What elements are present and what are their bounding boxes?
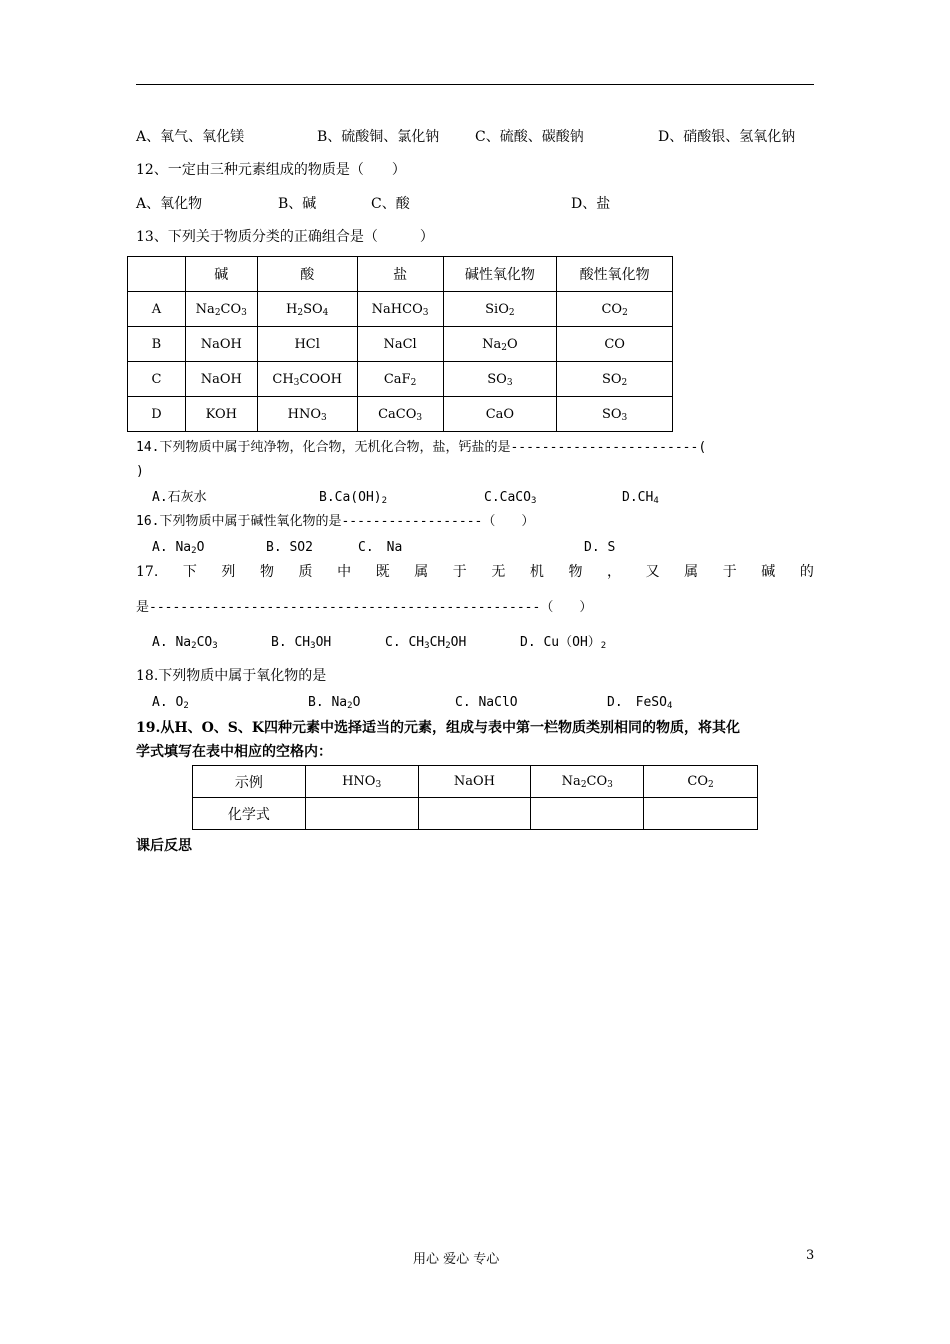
- row-label: C: [128, 362, 186, 397]
- table-row: [128, 362, 673, 397]
- stem-char: 质: [298, 564, 313, 580]
- q17-stem: [136, 562, 814, 582]
- stem-char: 17.: [136, 564, 159, 580]
- table-cell: $H_2SO_4$: [257, 292, 357, 327]
- q18-stem: 18.下列物质中属于氧化物的是: [136, 668, 327, 684]
- table-row: [128, 397, 673, 432]
- q12-option-a: A、氧化物: [136, 196, 203, 212]
- page-number: 3: [806, 1248, 815, 1263]
- reflection-heading: 课后反思: [136, 838, 192, 854]
- table-cell: NaOH: [418, 766, 531, 798]
- stem-char: 下: [182, 564, 197, 580]
- q14-stem-end: ): [136, 464, 144, 479]
- q14-option-b: $B.Ca(OH)_2$: [319, 490, 388, 506]
- q19-line2: 学式填写在表中相应的空格内：: [136, 744, 332, 760]
- table-cell: CaCO$_3$: [357, 397, 443, 432]
- q19-line1: 19.从H、O、S、K四种元素中选择适当的元素，组成与表中第一栏物质类别相同的物质，将其化: [136, 720, 741, 736]
- q11-option-a: A、氧气、氧化镁: [136, 129, 245, 145]
- q16-option-d: D. S: [584, 540, 616, 555]
- table-cell: CO: [557, 327, 673, 362]
- stem-char: 物: [259, 564, 274, 580]
- header-rule: [136, 84, 814, 85]
- row-label: D: [128, 397, 186, 432]
- q16-option-c: C. Na: [358, 540, 403, 555]
- table-cell: $HNO_3$: [257, 397, 357, 432]
- table-cell: $SO_3$: [443, 362, 557, 397]
- table-cell: NaHCO$_3$: [357, 292, 443, 327]
- table-cell: $Na_2CO_3$: [185, 292, 257, 327]
- answer-blank-cell[interactable]: [305, 798, 418, 830]
- table-cell: $CH_3COOH$: [257, 362, 357, 397]
- row-label: 示例: [193, 766, 306, 798]
- classification-table: [127, 256, 673, 432]
- table-header-cell: 碱: [185, 257, 257, 292]
- table-cell: CaO: [443, 397, 557, 432]
- q17-option-a: A. $Na_2CO_3$: [152, 635, 218, 651]
- q14-option-a: A.石灰水: [152, 490, 207, 505]
- q17-stem-end: 是--------------------------------------------------（ ）: [136, 600, 593, 615]
- stem-char: 列: [221, 564, 236, 580]
- table-cell: SiO$_2$: [443, 292, 557, 327]
- q17-option-c: C. $CH_3CH_2OH$: [385, 635, 467, 651]
- q12-option-d: D、盐: [571, 196, 611, 212]
- footer-text: 用心 爱心 专心: [413, 1252, 500, 1267]
- q17-option-d: D. $Cu(OH)_2$: [520, 635, 607, 651]
- q13-stem: 13、下列关于物质分类的正确组合是（ ）: [136, 229, 434, 245]
- stem-char: 无: [491, 564, 506, 580]
- table-header-cell: 酸: [257, 257, 357, 292]
- table-cell: NaOH: [185, 327, 257, 362]
- q16-stem: 16.下列物质中属于碱性氧化物的是------------------（ ）: [136, 514, 535, 529]
- table-row: [128, 327, 673, 362]
- q16-option-b: B. SO2: [266, 540, 313, 555]
- stem-char: 机: [529, 564, 544, 580]
- q14-option-c: C.CaCO$_3$: [484, 490, 537, 506]
- formula-row: [193, 798, 758, 830]
- table-header-cell: [128, 257, 186, 292]
- stem-char: 物: [568, 564, 583, 580]
- q18-option-d: D. FeSO$_4$: [607, 695, 673, 711]
- stem-char: 属: [684, 564, 699, 580]
- row-label: B: [128, 327, 186, 362]
- stem-char: 的: [799, 564, 814, 580]
- table-cell: NaOH: [185, 362, 257, 397]
- table-cell: $CO_2$: [557, 292, 673, 327]
- table-header-cell: 酸性氧化物: [557, 257, 673, 292]
- stem-char: ，: [607, 564, 622, 580]
- table-cell: $Na_2CO_3$: [531, 766, 644, 798]
- table-cell: $Na_2O$: [443, 327, 557, 362]
- row-label: 化学式: [193, 798, 306, 830]
- q18-option-b: B. $Na_2O$: [308, 695, 361, 711]
- table-cell: HCl: [257, 327, 357, 362]
- q16-option-a: A. $Na_2O$: [152, 540, 205, 556]
- table-cell: CaF$_2$: [357, 362, 443, 397]
- table-cell: KOH: [185, 397, 257, 432]
- stem-char: 碱: [761, 564, 776, 580]
- table-cell: $SO_2$: [557, 362, 673, 397]
- answer-blank-cell[interactable]: [418, 798, 531, 830]
- table-cell: $SO_3$: [557, 397, 673, 432]
- answer-blank-cell[interactable]: [531, 798, 644, 830]
- table-cell: NaCl: [357, 327, 443, 362]
- table-header-row: [128, 257, 673, 292]
- stem-char: 既: [375, 564, 390, 580]
- q18-option-a: A. $O_2$: [152, 695, 189, 711]
- stem-char: 又: [645, 564, 660, 580]
- table-row: [128, 292, 673, 327]
- q12-option-b: B、碱: [278, 196, 317, 212]
- answer-blank-cell[interactable]: [644, 798, 758, 830]
- row-label: A: [128, 292, 186, 327]
- stem-char: 于: [452, 564, 467, 580]
- q14-stem: 14.下列物质中属于纯净物，化合物，无机化合物，盐，钙盐的是------------------------(: [136, 440, 707, 455]
- q12-stem: 12、一定由三种元素组成的物质是（ ）: [136, 162, 406, 178]
- stem-char: 中: [337, 564, 352, 580]
- stem-char: 于: [722, 564, 737, 580]
- answer-table: [192, 765, 758, 830]
- table-header-cell: 盐: [357, 257, 443, 292]
- q17-option-b: B. $CH_3OH$: [271, 635, 332, 651]
- q18-option-c: C. NaClO: [455, 695, 518, 710]
- q11-option-c: C、硫酸、碳酸钠: [475, 129, 584, 145]
- stem-char: 属: [414, 564, 429, 580]
- q11-option-b: B、硫酸铜、氯化钠: [317, 129, 440, 145]
- q14-option-d: $D.CH_4$: [622, 490, 659, 506]
- table-header-cell: 碱性氧化物: [443, 257, 557, 292]
- table-cell: $HNO_3$: [305, 766, 418, 798]
- q12-option-c: C、酸: [371, 196, 410, 212]
- table-cell: $CO_2$: [644, 766, 758, 798]
- example-row: [193, 766, 758, 798]
- q11-option-d: D、硝酸银、氢氧化钠: [658, 129, 796, 145]
